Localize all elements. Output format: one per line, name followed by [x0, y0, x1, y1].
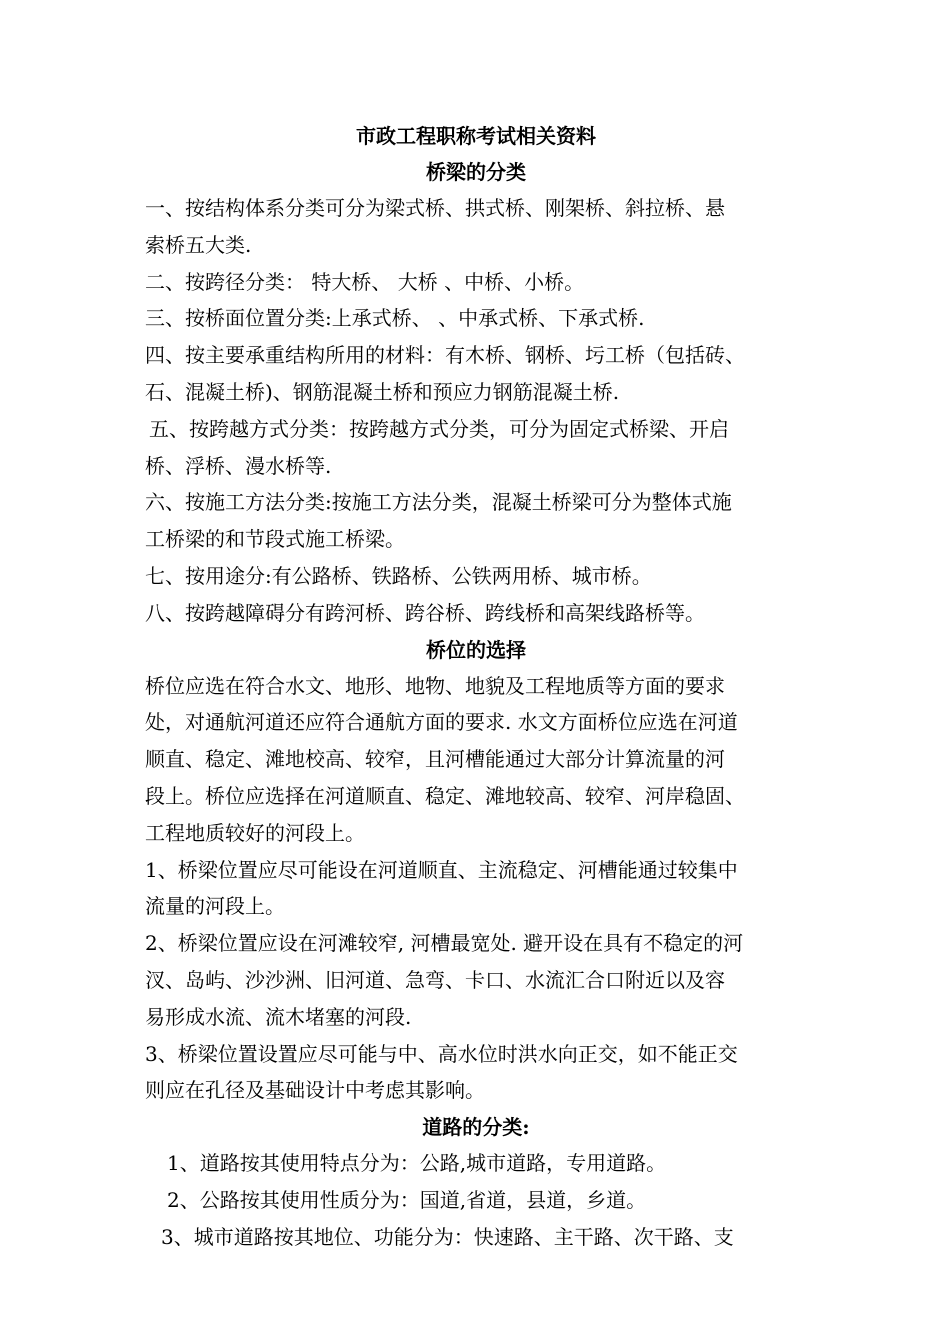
- document-title: 市政工程职称考试相关资料: [356, 124, 596, 148]
- paragraph: [145, 595, 807, 632]
- text-line: 二、按跨径分类： 特大桥、 大桥 、中桥、小桥。: [145, 269, 585, 294]
- text-line: 石、混凝土桥)、钢筋混凝土桥和预应力钢筋混凝土桥.: [145, 379, 620, 404]
- text-line: 流量的河段上。: [145, 894, 285, 919]
- text-line: 索桥五大类.: [145, 232, 252, 257]
- paragraph: [145, 337, 807, 411]
- text-line: 则应在孔径及基础设计中考虑其影响。: [145, 1078, 485, 1103]
- text-line: 段上。桥位应选择在河道顺直、稳定、滩地较高、较窄、河岸稳固、: [145, 783, 745, 808]
- paragraph: [145, 1036, 807, 1110]
- paragraph: [145, 1145, 807, 1182]
- text-line: 易形成水流、流木堵塞的河段.: [145, 1004, 412, 1029]
- text-line: 三、按桥面位置分类:上承式桥、 、中承式桥、下承式桥.: [145, 306, 645, 331]
- text-line: 六、按施工方法分类:按施工方法分类，混凝土桥梁可分为整体式施: [145, 490, 732, 515]
- paragraph: [145, 264, 807, 301]
- paragraph: [145, 1182, 807, 1219]
- text-line: 七、按用途分:有公路桥、铁路桥、公铁两用桥、城市桥。: [145, 563, 652, 588]
- text-line: 3、城市道路按其地位、功能分为：快速路、主干路、次干路、支: [161, 1224, 734, 1249]
- paragraph: [145, 190, 807, 264]
- text-line: 2、桥梁位置应设在河滩较窄, 河槽最宽处. 避开设在具有不稳定的河: [145, 931, 744, 956]
- text-line: 工程地质较好的河段上。: [145, 820, 365, 845]
- section-heading-bridge-site-selection: 桥位的选择: [426, 637, 526, 662]
- section-heading-road-classification: 道路的分类:: [422, 1115, 530, 1140]
- paragraph: [145, 300, 807, 337]
- text-line: 1、桥梁位置应尽可能设在河道顺直、主流稳定、河槽能通过较集中: [145, 857, 738, 882]
- text-line: 汊、岛屿、沙沙洲、旧河道、急弯、卡口、水流汇合口附近以及容: [145, 967, 725, 992]
- paragraph: [145, 411, 807, 485]
- text-line: 工桥梁的和节段式施工桥梁。: [145, 527, 405, 552]
- paragraph: [145, 558, 807, 595]
- text-line: 桥、浮桥、漫水桥等.: [145, 453, 332, 478]
- paragraph: [145, 852, 807, 926]
- text-line: 四、按主要承重结构所用的材料：有木桥、钢桥、圬工桥（包括砖、: [145, 343, 745, 368]
- text-line: 处，对通航河道还应符合通航方面的要求. 水文方面桥位应选在河道: [145, 710, 738, 735]
- text-line: 顺直、稳定、滩地校高、较窄，且河槽能通过大部分计算流量的河: [145, 747, 725, 772]
- text-line: 桥位应选在符合水文、地形、地物、地貌及工程地质等方面的要求: [145, 673, 725, 698]
- paragraph: [145, 668, 807, 852]
- paragraph: [145, 925, 807, 1035]
- text-line: 五、按跨越方式分类：按跨越方式分类，可分为固定式桥梁、开启: [149, 416, 729, 441]
- text-line: 2、公路按其使用性质分为：国道,省道，县道，乡道。: [167, 1187, 647, 1212]
- section-heading-bridge-classification: 桥梁的分类: [426, 160, 526, 184]
- text-line: 八、按跨越障碍分有跨河桥、跨谷桥、跨线桥和高架线路桥等。: [145, 600, 705, 625]
- text-line: 一、按结构体系分类可分为梁式桥、拱式桥、刚架桥、斜拉桥、悬: [145, 196, 725, 220]
- text-line: 1、道路按其使用特点分为：公路,城市道路，专用道路。: [167, 1151, 667, 1176]
- paragraph: [145, 484, 807, 558]
- document-page: [145, 118, 807, 1256]
- paragraph: [145, 1219, 807, 1256]
- text-line: 3、桥梁位置设置应尽可能与中、高水位时洪水向正交，如不能正交: [145, 1041, 738, 1066]
